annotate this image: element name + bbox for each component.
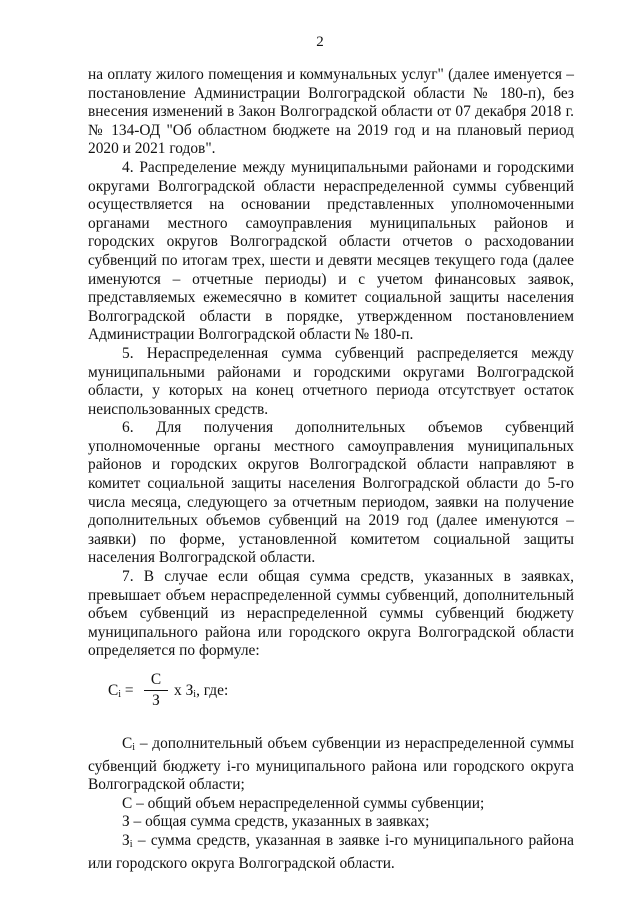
paragraph-5: 5. Нераспределенная сумма субвенций распределяется между муниципальными районами и городскими округами Волгоградской области, у которых на конец отчетного периода отсутствует остаток неиспользованных средств. (88, 344, 574, 418)
paragraph-4: 4. Распределение между муниципальными районами и городскими округами Волгоградской области нераспределенной суммы субвенций осуществляется на основании представленных уполномоченными органами местного самоуправления муниципальных районов и городских округов Волгоградской области отчетов о расходовании субвенций по итогам трех, шести и девяти месяцев текущего года (далее именуются – отчетные периоды) и с учетом финансовых заявок, представляемых ежемесячно в комитет социальной защиты населения Волгоградской области в порядке, утвержденном постановлением Администрации Волгоградской области № 180-п. (88, 158, 574, 344)
definition-ci: $С_i$ – дополнительный объем субвенции из нераспределенной суммы субвенций бюджету i-го муниципального района или городского округа Волгоградской области; (88, 735, 574, 794)
document-body (88, 66, 574, 873)
paragraph-continuation: на оплату жилого помещения и коммунальных услуг" (далее именуется – постановление Администрации Волгоградской области № 180-п), без внесения изменений в Закон Волгоградской области от 07 декабря 2018 г. № 134-ОД "Об областном бюджете на 2019 год и на плановый период 2020 и 2021 годов". (88, 66, 574, 158)
definition-c: С – общий объем нераспределенной суммы субвенции; (122, 794, 485, 812)
definition-z: З – общая сумма средств, указанных в заявках; (122, 813, 430, 831)
formula-denominator: З (152, 692, 160, 709)
formula-rhs: х $З_i$, где: (174, 682, 229, 700)
page-number: 2 (316, 34, 324, 50)
paragraph-7: 7. В случае если общая сумма средств, указанных в заявках, превышает объем нераспределенной суммы субвенций, дополнительный объем субвенций из нераспределенной суммы субвенций бюджету муниципального района или городского округа Волгоградской области определяется по формуле: (88, 568, 574, 660)
formula-fraction (144, 671, 168, 710)
definition-zi: $З_i$ – сумма средств, указанная в заявке i-го муниципального района или городского округа Волгоградской области. (88, 831, 574, 872)
paragraph-6: 6. Для получения дополнительных объемов субвенций уполномоченные органы местного самоуправления муниципальных районов и городских округов Волгоградской области направляют в комитет социальной защиты населения Волгоградской области до 5-го числа месяца, следующего за отчетным периодом, заявки на получение дополнительных объемов субвенций на 2019 год (далее именуются – заявки) по форме, установленной комитетом социальной защиты населения Волгоградской области. (88, 419, 574, 567)
formula-lhs: $С_i$ = (108, 682, 134, 700)
formula-numerator: С (144, 671, 168, 691)
formula (88, 665, 574, 721)
